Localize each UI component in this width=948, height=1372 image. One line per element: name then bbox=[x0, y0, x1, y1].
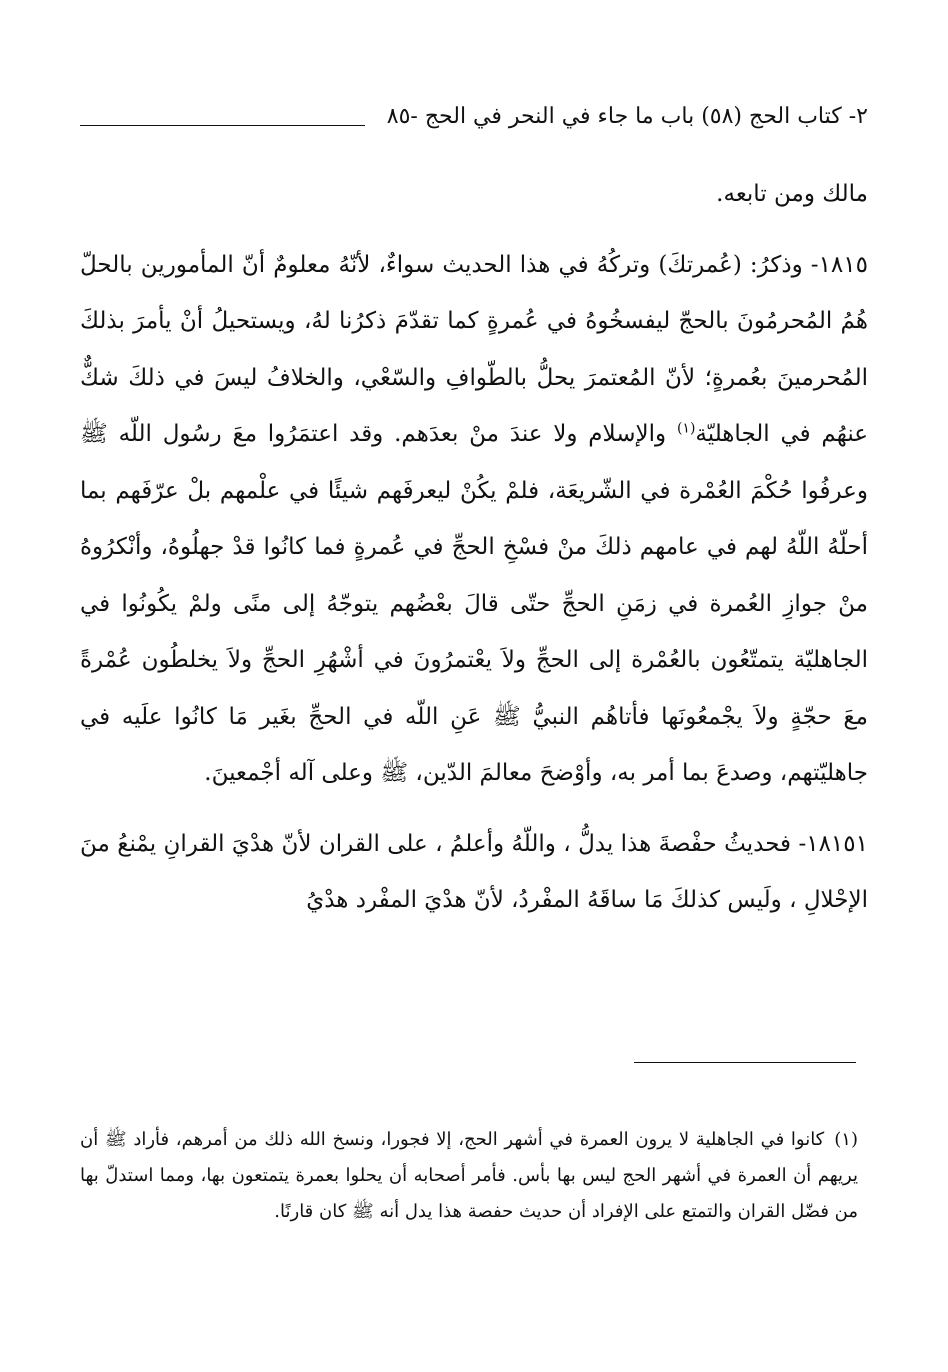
footnote-1 bbox=[80, 1122, 858, 1230]
footnotes bbox=[80, 1122, 858, 1230]
paragraph-1815 bbox=[80, 237, 868, 802]
footnote-text: كانوا في الجاهلية لا يرون العمرة في أشهر الحج، إلا فجورا، ونسخ الله ذلك من أمرهم، فأراد ﷺ أن يريهم أن العمرة في أشهر الحج ليس بها بأس. فأمر أصحابه أن يحلوا بعمرة يتمتعون بها، ومما استدلّ بها من فضّل القران والتمتع على الإفراد أن حديث حفصة هذا يدل أنه ﷺ كان قارنًا. bbox=[80, 1129, 858, 1222]
paragraph-1815-continued: والإسلام ولا عندَ منْ بعدَهم. وقد اعتمَرُوا معَ رسُول اللّه ﷺ وعرفُوا حُكْمَ العُمْرة في الشّريعَة، فلمْ يكُنْ ليعرفَهم شيئًا في علْمهم بلْ عرّفَهم بما أحلّهُ اللّهُ لهم في عامهم ذلكَ منْ فسْخِ الحجِّ في عُمرةٍ فما كانُوا قدْ جهلُوهُ، وأنْكرُوهُ منْ جوازِ العُمرة في زمَنِ الحجِّ حتّى قالَ بعْضُهم يتوجّهُ إلى منًى ولمْ يكُونُوا في الجاهليّة يتمتّعُون بالعُمْرة إلى الحجِّ ولاَ يعْتمرُونَ في أشْهُرِ الحجِّ ولاَ يخلطُون عُمْرةً معَ حجّةٍ ولاَ يجْمعُونَها فأتاهُم النبيُّ ﷺ عَنِ اللّه في الحجِّ بغَير مَا كانُوا علَيه في جاهليّتهم، وصدعَ بما أمر به، وأوْضحَ معالمَ الدّين، ﷺ وعلى آله أجْمعينَ. bbox=[80, 421, 868, 786]
header-rule bbox=[80, 125, 365, 126]
footnote-separator bbox=[634, 1062, 856, 1063]
paragraph-1815-text: ١٨١٥- وذكرُ: (عُمرتكَ) وتركُهُ في هذا الحديث سواءٌ، لأنّهُ معلومٌ أنّ المأمورين بالحلّ هُمُ المُحرمُونَ بالحجّ ليفسخُوهُ في عُمرةٍ كما تقدّمَ ذكرُنا لهُ، ويستحيلُ أنْ يأمرَ بذلكَ المُحرمينَ بعُمرةٍ؛ لأنّ المُعتمرَ يحلُّ بالطّوافِ والسّعْي، والخلافُ ليسَ في ذلكَ شكٌّ عنهُم في الجاهليّة bbox=[80, 251, 868, 447]
paragraph-18151: ١٨١٥١- فحديثُ حفْصةَ هذا يدلُّ ، واللّهُ وأعلمُ ، على القران لأنّ هدْيَ القرانِ يمْنعُ منَ الإحْلالِ ، ولَيس كذلكَ مَا ساقَهُ المفْردُ، لأنّ هدْيَ المفْرد هدْيُ bbox=[80, 830, 868, 913]
intro-line: مالك ومن تابعه. bbox=[716, 181, 868, 207]
footnote-reference[interactable]: (١) bbox=[676, 420, 696, 437]
running-header bbox=[80, 96, 868, 136]
header-title: ٢- كتاب الحج (٥٨) باب ما جاء في النحر في الحج -٨٥ bbox=[386, 103, 868, 129]
main-text bbox=[80, 166, 868, 929]
footnote-marker: (١) bbox=[834, 1129, 858, 1150]
